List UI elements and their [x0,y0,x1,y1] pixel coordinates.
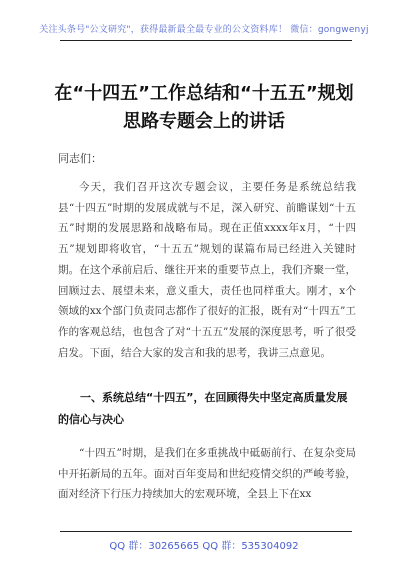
page-footer-text: QQ 群：30265665 QQ 群：535304092 [109,541,299,552]
footer-divider [60,531,352,532]
document-title: 在“十四五”工作总结和“十五五”规划思路专题会上的讲话 [54,83,354,132]
section-heading: 一、系统总结“十四五”，在回顾得失中坚定高质量发展的信心与决心 [58,391,348,426]
header-divider [60,40,352,41]
body-paragraph: 今天，我们召开这次专题会议，主要任务是系统总结我县“十四五”时期的发展成就与不足，深入研究、前瞻谋划“十五五”时期的发展思路和战略布局。现在正值xxxx年x月，“十四五”规划即将收官，“十五五”规划的谋篇布局已经进入关键时期。在这个承前启后、继往开来的重要节点上，我们齐聚一堂，回顾过去、展望未来，意义重大，责任也同样重大。刚才，x个领域的xx个部门负责同志都作了很好的汇报，既有对“十四五”工作的客观总结，也包含了对“十五五”发展的深度思考，听了很受启发。下面，结合大家的发言和我的思考，我讲三点意见。 [58,181,356,359]
page-header-text: 关注头条号"公文研究"，获得最新最全最专业的公文资料库！ 微信：gongwenyj [39,25,369,35]
salutation: 同志们： [58,152,102,165]
body-paragraph: “十四五”时期，是我们在多重挑战中砥砺前行、在复杂变局中开拓新局的五年。面对百年变局和世纪疫情交织的严峻考验，面对经济下行压力持续加大的宏观环境，全县上下在xx [58,447,356,501]
